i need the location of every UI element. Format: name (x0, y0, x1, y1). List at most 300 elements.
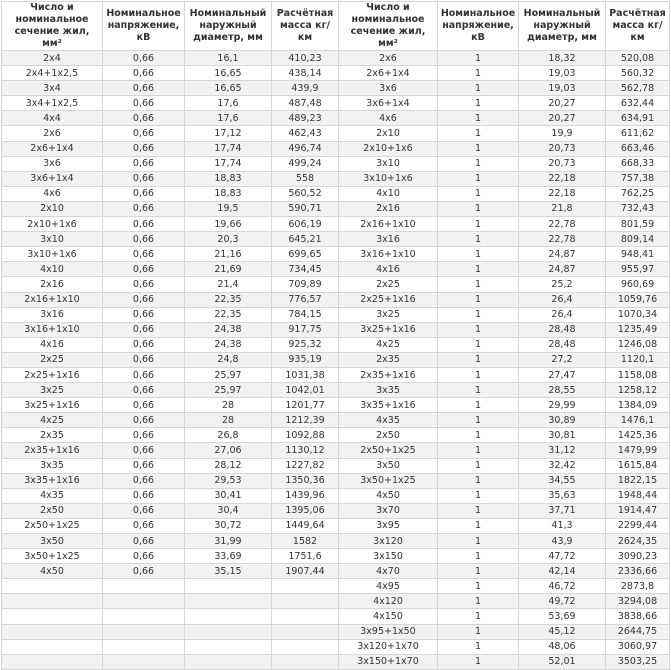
cell-cross-section-right: 4x6 (339, 111, 438, 126)
cell-voltage-left: 0,66 (103, 352, 185, 367)
cell-mass-right: 562,78 (606, 81, 670, 96)
cell-voltage-right: 1 (438, 639, 519, 654)
header-cross-section-right: Число и номинальное сечение жил, мм² (339, 2, 438, 51)
table-row (2, 352, 670, 367)
cell-voltage-left: 0,66 (103, 201, 185, 216)
cell-voltage-left: 0,66 (103, 398, 185, 413)
cell-mass-left: 776,57 (272, 292, 339, 307)
cell-cross-section-right: 2x16+1x10 (339, 217, 438, 232)
cell-mass-right: 3503,25 (606, 654, 670, 669)
cell-mass-left: 1395,06 (272, 503, 339, 518)
cell-voltage-left: 0,66 (103, 96, 185, 111)
cell-diameter-left: 24,38 (185, 322, 272, 337)
cell-mass-right: 757,38 (606, 171, 670, 186)
cell-cross-section-right: 3x35+1x16 (339, 398, 438, 413)
cell-mass-right: 520,08 (606, 51, 670, 66)
table-row (2, 322, 670, 337)
cell-voltage-right: 1 (438, 443, 519, 458)
cell-voltage-right: 1 (438, 488, 519, 503)
cell-cross-section-left: 2x10+1x6 (2, 217, 103, 232)
cell-voltage-right: 1 (438, 322, 519, 337)
cell-voltage-right: 1 (438, 579, 519, 594)
cell-diameter-right: 46,72 (519, 579, 606, 594)
header-diameter-right: Номинальный наружный диаметр, мм (519, 2, 606, 51)
cell-cross-section-left: 2x6+1x4 (2, 141, 103, 156)
cell-voltage-right: 1 (438, 277, 519, 292)
cell-voltage-left: 0,66 (103, 51, 185, 66)
cell-mass-right: 1246,08 (606, 337, 670, 352)
cell-mass-right: 3294,08 (606, 594, 670, 609)
cell-voltage-right: 1 (438, 398, 519, 413)
cell-cross-section-left: 2x25 (2, 352, 103, 367)
cell-diameter-right: 30,81 (519, 428, 606, 443)
cell-voltage-left: 0,66 (103, 503, 185, 518)
cell-cross-section-right: 3x25 (339, 307, 438, 322)
cell-mass-right: 762,25 (606, 186, 670, 201)
cell-diameter-left (185, 579, 272, 594)
table-row (2, 201, 670, 216)
cell-cross-section-left: 4x6 (2, 186, 103, 201)
cell-cross-section-right: 3x10+1x6 (339, 171, 438, 186)
cell-cross-section-right: 3x120 (339, 534, 438, 549)
cell-voltage-left (103, 639, 185, 654)
cell-diameter-right: 19,9 (519, 126, 606, 141)
cell-cross-section-right: 4x95 (339, 579, 438, 594)
cell-voltage-left: 0,66 (103, 443, 185, 458)
cell-diameter-right: 25,2 (519, 277, 606, 292)
cell-voltage-right: 1 (438, 66, 519, 81)
cell-mass-left: 489,23 (272, 111, 339, 126)
cell-mass-left (272, 624, 339, 639)
cell-mass-left: 917,75 (272, 322, 339, 337)
cell-diameter-right: 29,99 (519, 398, 606, 413)
cell-diameter-left: 25,97 (185, 367, 272, 382)
cell-mass-left: 499,24 (272, 156, 339, 171)
table-row (2, 232, 670, 247)
cell-voltage-right: 1 (438, 51, 519, 66)
cell-voltage-left: 0,66 (103, 549, 185, 564)
cell-mass-left: 709,89 (272, 277, 339, 292)
cell-voltage-right: 1 (438, 156, 519, 171)
cell-mass-left: 1201,77 (272, 398, 339, 413)
cell-voltage-right: 1 (438, 383, 519, 398)
cell-voltage-left: 0,66 (103, 277, 185, 292)
table-row (2, 534, 670, 549)
cell-diameter-left: 28 (185, 398, 272, 413)
cell-voltage-right: 1 (438, 413, 519, 428)
cell-diameter-left: 22,35 (185, 307, 272, 322)
cell-voltage-right: 1 (438, 624, 519, 639)
cell-voltage-right: 1 (438, 217, 519, 232)
cell-voltage-left (103, 579, 185, 594)
cell-mass-right: 732,43 (606, 201, 670, 216)
cell-mass-right: 1615,84 (606, 458, 670, 473)
cell-cross-section-right: 3x95+1x50 (339, 624, 438, 639)
cell-cross-section-right: 3x6+1x4 (339, 96, 438, 111)
cell-cross-section-right: 3x150 (339, 549, 438, 564)
cell-voltage-right: 1 (438, 201, 519, 216)
cell-voltage-left (103, 609, 185, 624)
cell-voltage-right: 1 (438, 503, 519, 518)
cell-cross-section-right: 4x70 (339, 564, 438, 579)
cell-voltage-left: 0,66 (103, 322, 185, 337)
cell-cross-section-right: 2x25+1x16 (339, 292, 438, 307)
cell-diameter-left: 17,12 (185, 126, 272, 141)
cell-cross-section-left (2, 579, 103, 594)
cell-diameter-right: 28,55 (519, 383, 606, 398)
cell-diameter-right: 31,12 (519, 443, 606, 458)
cell-diameter-left: 18,83 (185, 171, 272, 186)
cell-voltage-left (103, 624, 185, 639)
cell-mass-right: 560,32 (606, 66, 670, 81)
cell-diameter-left: 19,66 (185, 217, 272, 232)
cell-voltage-right: 1 (438, 292, 519, 307)
cell-diameter-right: 52,01 (519, 654, 606, 669)
cell-voltage-right: 1 (438, 126, 519, 141)
cell-cross-section-left: 3x50 (2, 534, 103, 549)
cell-mass-left: 462,43 (272, 126, 339, 141)
cell-mass-left: 438,14 (272, 66, 339, 81)
cell-diameter-left: 17,6 (185, 111, 272, 126)
table-row (2, 81, 670, 96)
cell-voltage-left: 0,66 (103, 262, 185, 277)
table-row (2, 141, 670, 156)
cell-mass-left: 487,48 (272, 96, 339, 111)
cell-diameter-left: 21,69 (185, 262, 272, 277)
cell-diameter-left: 27,06 (185, 443, 272, 458)
cell-cross-section-left: 2x35 (2, 428, 103, 443)
table-row (2, 594, 670, 609)
cell-voltage-right: 1 (438, 367, 519, 382)
cell-mass-right: 2299,44 (606, 518, 670, 533)
table-row (2, 217, 670, 232)
cell-mass-left: 558 (272, 171, 339, 186)
cell-mass-left: 1227,82 (272, 458, 339, 473)
cell-voltage-right: 1 (438, 473, 519, 488)
cell-voltage-left: 0,66 (103, 473, 185, 488)
cell-cross-section-right: 3x35 (339, 383, 438, 398)
cell-cross-section-right: 3x120+1x70 (339, 639, 438, 654)
cell-mass-right: 801,59 (606, 217, 670, 232)
cell-voltage-left: 0,66 (103, 247, 185, 262)
cell-diameter-left (185, 594, 272, 609)
cell-diameter-left: 29,53 (185, 473, 272, 488)
cell-diameter-right: 41,3 (519, 518, 606, 533)
cell-cross-section-right: 4x50 (339, 488, 438, 503)
cell-mass-left (272, 654, 339, 669)
cell-mass-right: 955,97 (606, 262, 670, 277)
cell-diameter-left: 31,99 (185, 534, 272, 549)
cell-diameter-right: 30,89 (519, 413, 606, 428)
cell-voltage-right: 1 (438, 247, 519, 262)
cell-voltage-left: 0,66 (103, 458, 185, 473)
cell-voltage-left: 0,66 (103, 337, 185, 352)
cell-mass-right: 1235,49 (606, 322, 670, 337)
cell-cross-section-left (2, 654, 103, 669)
cell-voltage-left: 0,66 (103, 126, 185, 141)
cell-mass-left: 935,19 (272, 352, 339, 367)
cell-diameter-right: 53,69 (519, 609, 606, 624)
cell-mass-right: 1822,15 (606, 473, 670, 488)
cell-cross-section-right: 3x50 (339, 458, 438, 473)
cell-mass-right: 2336,66 (606, 564, 670, 579)
cell-mass-left: 496,74 (272, 141, 339, 156)
cell-voltage-left: 0,66 (103, 156, 185, 171)
cell-mass-left: 1092,88 (272, 428, 339, 443)
cell-voltage-right: 1 (438, 609, 519, 624)
cell-voltage-right: 1 (438, 141, 519, 156)
cell-voltage-right: 1 (438, 428, 519, 443)
cell-voltage-right: 1 (438, 534, 519, 549)
table-row (2, 413, 670, 428)
cell-cross-section-left: 4x16 (2, 337, 103, 352)
cell-diameter-right: 19,03 (519, 66, 606, 81)
cell-cross-section-left: 3x4 (2, 81, 103, 96)
cell-diameter-right: 43,9 (519, 534, 606, 549)
table-row (2, 488, 670, 503)
table-row (2, 503, 670, 518)
table-row (2, 367, 670, 382)
cell-cross-section-left (2, 624, 103, 639)
table-row (2, 171, 670, 186)
cell-mass-left: 1449,64 (272, 518, 339, 533)
cell-diameter-right: 28,48 (519, 322, 606, 337)
cell-diameter-left: 20,3 (185, 232, 272, 247)
cell-diameter-right: 37,71 (519, 503, 606, 518)
cell-cross-section-left: 4x25 (2, 413, 103, 428)
cell-diameter-left: 17,74 (185, 156, 272, 171)
cell-mass-left: 439,9 (272, 81, 339, 96)
cell-cross-section-right: 2x25 (339, 277, 438, 292)
cell-cross-section-right: 2x50+1x25 (339, 443, 438, 458)
cell-voltage-left: 0,66 (103, 232, 185, 247)
cell-cross-section-right: 3x95 (339, 518, 438, 533)
cell-diameter-right: 27,2 (519, 352, 606, 367)
cell-cross-section-right: 4x16 (339, 262, 438, 277)
cell-cross-section-right: 4x10 (339, 186, 438, 201)
cell-mass-left: 1907,44 (272, 564, 339, 579)
cell-cross-section-left: 3x10+1x6 (2, 247, 103, 262)
cell-diameter-left: 16,65 (185, 81, 272, 96)
cell-diameter-right: 20,73 (519, 156, 606, 171)
cell-cross-section-right: 2x50 (339, 428, 438, 443)
table-row (2, 624, 670, 639)
cell-mass-right: 1059,76 (606, 292, 670, 307)
cell-cross-section-right: 3x25+1x16 (339, 322, 438, 337)
cell-voltage-left: 0,66 (103, 367, 185, 382)
cell-diameter-right: 35,63 (519, 488, 606, 503)
table-row (2, 277, 670, 292)
cell-diameter-left: 28 (185, 413, 272, 428)
header-mass-left: Расчётная масса кг/км (272, 2, 339, 51)
cell-mass-left: 1042,01 (272, 383, 339, 398)
cell-mass-left: 925,32 (272, 337, 339, 352)
table-row (2, 156, 670, 171)
header-mass-right: Расчётная масса кг/км (606, 2, 670, 51)
cell-diameter-left: 28,12 (185, 458, 272, 473)
cell-cross-section-right: 3x16 (339, 232, 438, 247)
cell-mass-right: 2644,75 (606, 624, 670, 639)
cable-spec-table (1, 1, 670, 670)
header-cross-section-left: Число и номинальное сечение жил, мм² (2, 2, 103, 51)
cell-mass-right: 668,33 (606, 156, 670, 171)
cell-voltage-left: 0,66 (103, 518, 185, 533)
cell-cross-section-left: 2x16+1x10 (2, 292, 103, 307)
cell-diameter-right: 47,72 (519, 549, 606, 564)
cell-voltage-left: 0,66 (103, 217, 185, 232)
cell-mass-left: 1582 (272, 534, 339, 549)
cell-voltage-right: 1 (438, 232, 519, 247)
cell-diameter-left: 21,4 (185, 277, 272, 292)
cell-diameter-left: 30,4 (185, 503, 272, 518)
cell-diameter-left (185, 654, 272, 669)
table-row (2, 654, 670, 669)
cell-voltage-left: 0,66 (103, 383, 185, 398)
cell-cross-section-left: 2x6 (2, 126, 103, 141)
cell-diameter-left: 16,1 (185, 51, 272, 66)
cell-cross-section-left: 4x4 (2, 111, 103, 126)
table-row (2, 398, 670, 413)
cell-voltage-right: 1 (438, 171, 519, 186)
cell-mass-right: 3090,23 (606, 549, 670, 564)
cell-mass-left: 734,45 (272, 262, 339, 277)
cell-voltage-right: 1 (438, 458, 519, 473)
cell-voltage-left (103, 654, 185, 669)
cell-diameter-left: 30,72 (185, 518, 272, 533)
cell-diameter-right: 32,42 (519, 458, 606, 473)
cell-diameter-right: 22,18 (519, 171, 606, 186)
table-row (2, 247, 670, 262)
cell-voltage-right: 1 (438, 518, 519, 533)
cell-diameter-left (185, 639, 272, 654)
cell-cross-section-left (2, 609, 103, 624)
cell-voltage-left: 0,66 (103, 307, 185, 322)
cell-cross-section-left: 3x25 (2, 383, 103, 398)
cell-diameter-left: 24,8 (185, 352, 272, 367)
cell-diameter-left: 18,83 (185, 186, 272, 201)
table-row (2, 564, 670, 579)
cell-voltage-left: 0,66 (103, 171, 185, 186)
cell-mass-right: 948,41 (606, 247, 670, 262)
cell-diameter-right: 22,78 (519, 232, 606, 247)
cell-cross-section-right: 4x120 (339, 594, 438, 609)
table-row (2, 262, 670, 277)
cell-voltage-left: 0,66 (103, 186, 185, 201)
table-row (2, 579, 670, 594)
cell-diameter-right: 34,55 (519, 473, 606, 488)
cell-mass-left (272, 609, 339, 624)
cell-diameter-right: 24,87 (519, 262, 606, 277)
cell-cross-section-right: 3x150+1x70 (339, 654, 438, 669)
cell-voltage-right: 1 (438, 111, 519, 126)
cell-mass-left: 784,15 (272, 307, 339, 322)
cell-mass-right: 1158,08 (606, 367, 670, 382)
cell-voltage-right: 1 (438, 307, 519, 322)
cell-voltage-right: 1 (438, 337, 519, 352)
cell-mass-right: 3060,97 (606, 639, 670, 654)
cell-diameter-right: 42,14 (519, 564, 606, 579)
cell-cross-section-left: 2x50+1x25 (2, 518, 103, 533)
cell-mass-right: 611,62 (606, 126, 670, 141)
cell-diameter-right: 24,87 (519, 247, 606, 262)
cell-cross-section-right: 2x16 (339, 201, 438, 216)
cell-cross-section-left: 2x4+1x2,5 (2, 66, 103, 81)
cell-mass-left: 410,23 (272, 51, 339, 66)
cell-voltage-left: 0,66 (103, 141, 185, 156)
table-row (2, 609, 670, 624)
cell-mass-left: 1439,96 (272, 488, 339, 503)
cell-voltage-right: 1 (438, 96, 519, 111)
cell-diameter-right: 49,72 (519, 594, 606, 609)
cell-voltage-left: 0,66 (103, 66, 185, 81)
table-row (2, 51, 670, 66)
cell-diameter-right: 19,03 (519, 81, 606, 96)
header-row (2, 2, 670, 51)
cell-mass-left: 1031,38 (272, 367, 339, 382)
cell-voltage-left: 0,66 (103, 564, 185, 579)
cell-mass-left: 699,65 (272, 247, 339, 262)
cell-cross-section-left (2, 639, 103, 654)
cell-mass-left (272, 594, 339, 609)
cell-mass-right: 632,44 (606, 96, 670, 111)
cell-cross-section-left: 3x50+1x25 (2, 549, 103, 564)
cell-diameter-left: 30,41 (185, 488, 272, 503)
cell-mass-left (272, 639, 339, 654)
cell-cross-section-right: 2x6 (339, 51, 438, 66)
cell-voltage-right: 1 (438, 654, 519, 669)
cell-voltage-right: 1 (438, 549, 519, 564)
cell-mass-right: 634,91 (606, 111, 670, 126)
cell-cross-section-left: 3x16 (2, 307, 103, 322)
table-body (2, 51, 670, 670)
cell-voltage-right: 1 (438, 564, 519, 579)
cell-diameter-right: 22,18 (519, 186, 606, 201)
cell-diameter-right: 28,48 (519, 337, 606, 352)
cell-diameter-right: 22,78 (519, 217, 606, 232)
cell-mass-right: 663,46 (606, 141, 670, 156)
cell-cross-section-right: 3x16+1x10 (339, 247, 438, 262)
cell-mass-right: 1948,44 (606, 488, 670, 503)
cell-cross-section-right: 2x35+1x16 (339, 367, 438, 382)
cell-mass-right: 1258,12 (606, 383, 670, 398)
cell-diameter-right: 20,73 (519, 141, 606, 156)
cell-voltage-right: 1 (438, 81, 519, 96)
cell-cross-section-right: 3x70 (339, 503, 438, 518)
cell-diameter-left: 24,38 (185, 337, 272, 352)
cell-cross-section-right: 4x150 (339, 609, 438, 624)
cell-mass-left: 590,71 (272, 201, 339, 216)
cell-cross-section-left: 3x25+1x16 (2, 398, 103, 413)
cell-cross-section-left: 4x50 (2, 564, 103, 579)
table-row (2, 292, 670, 307)
cell-mass-left: 1350,36 (272, 473, 339, 488)
cell-voltage-left: 0,66 (103, 428, 185, 443)
cell-mass-left: 645,21 (272, 232, 339, 247)
cell-diameter-right: 26,4 (519, 292, 606, 307)
cell-diameter-left: 16,65 (185, 66, 272, 81)
cell-diameter-left: 26,8 (185, 428, 272, 443)
cell-cross-section-right: 3x6 (339, 81, 438, 96)
table-row (2, 383, 670, 398)
header-voltage-left: Номинальное напряжение, кВ (103, 2, 185, 51)
cell-mass-right: 3838,66 (606, 609, 670, 624)
cell-cross-section-left: 3x35+1x16 (2, 473, 103, 488)
cell-cross-section-left: 3x4+1x2,5 (2, 96, 103, 111)
cell-mass-left: 1751,6 (272, 549, 339, 564)
cell-diameter-left: 19,5 (185, 201, 272, 216)
cell-diameter-right: 27,47 (519, 367, 606, 382)
cell-mass-left: 1130,12 (272, 443, 339, 458)
